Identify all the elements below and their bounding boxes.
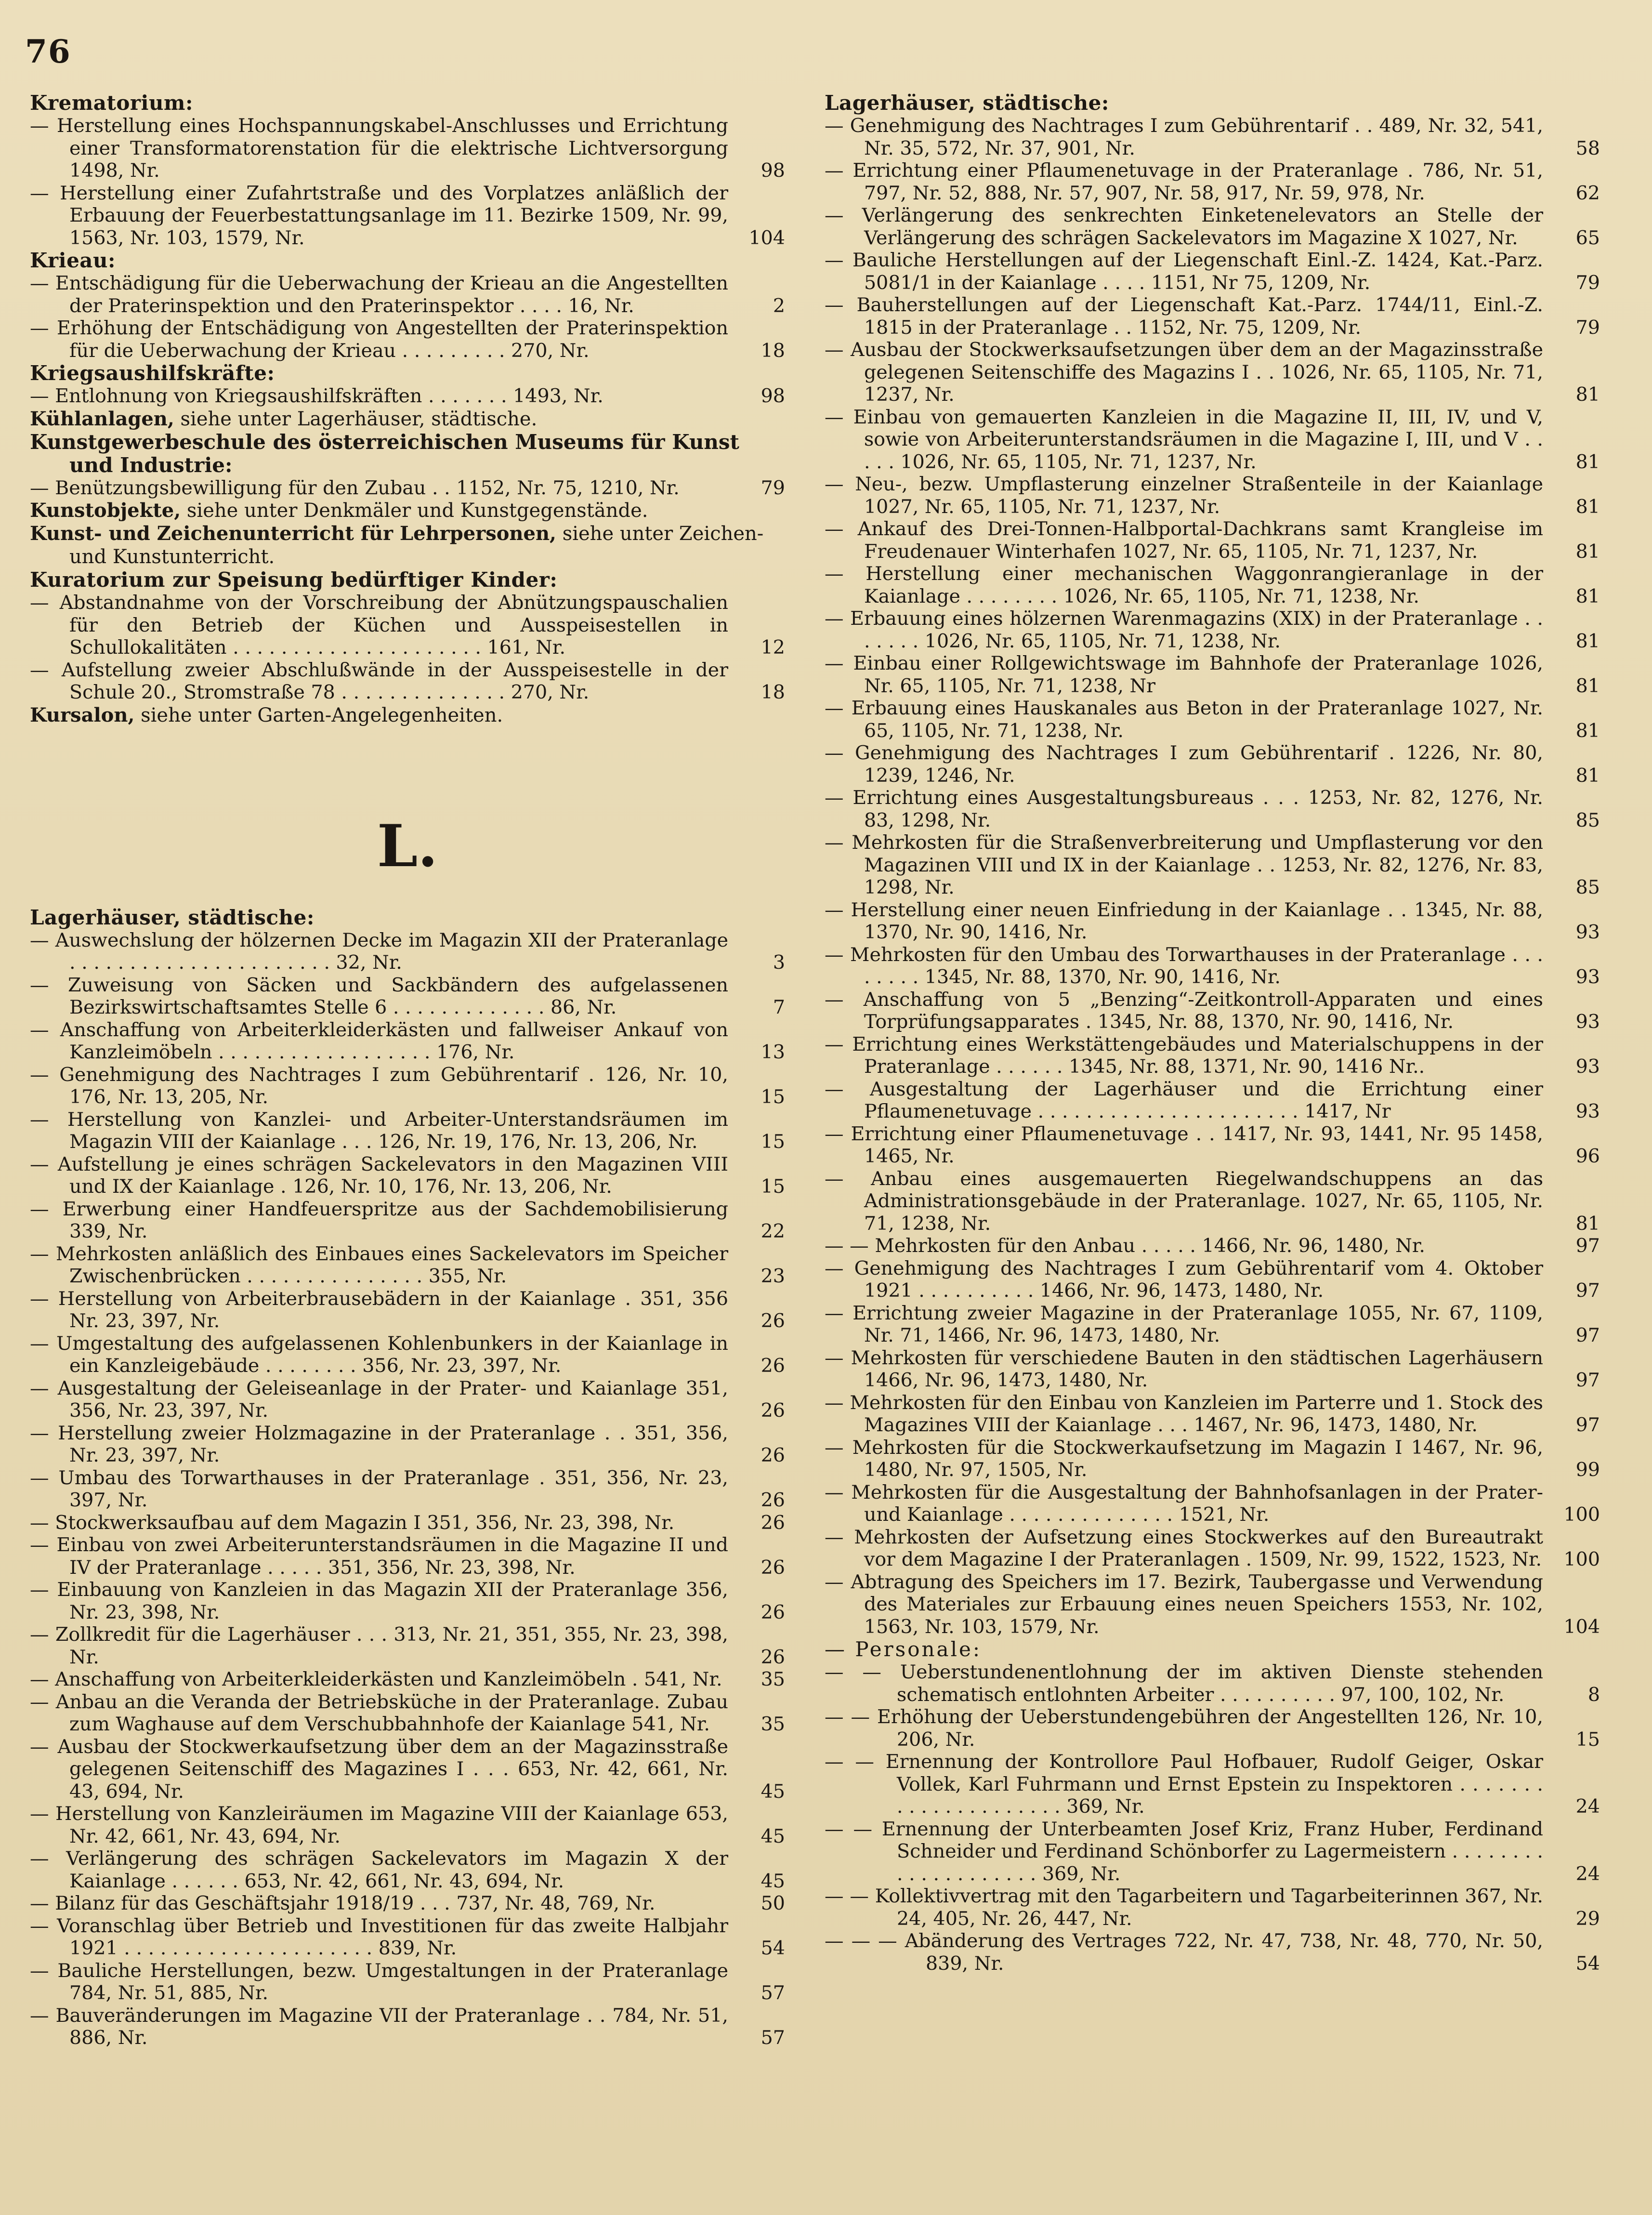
entry-page: 15 (760, 1086, 785, 1108)
entry-text: — Errichtung einer Pflaumenetuvage . . 1417, Nr. 93, 1441, Nr. 95 1458, 1465, Nr. (825, 1122, 1543, 1167)
entry-page: 100 (1563, 1548, 1600, 1570)
entry-page: 15 (1575, 1728, 1600, 1751)
index-entry (30, 1534, 785, 1579)
entry-page: 79 (760, 476, 785, 499)
entry-text: — Herstellung von Kanzleiräumen im Magazine VIII der Kaianlage 653, Nr. 42, 661, Nr. 43, 694, Nr. (30, 1803, 728, 1847)
entry-text: — Erbauung eines Hauskanales aus Beton in der Prateranlage 1027, Nr. 65, 1105, Nr. 71, 1238, Nr. (825, 697, 1543, 742)
index-entry (30, 1064, 785, 1108)
entry-page: 26 (760, 1601, 785, 1623)
entry-text: — Ausgestaltung der Lagerhäuser und die Errichtung einer Pflaumenetuvage . . . . . . . . . . . . . . . . . . . . . . 1417, Nr (825, 1078, 1543, 1122)
entry-page: 81 (1575, 764, 1600, 787)
index-entry (30, 1915, 785, 1960)
xref-term: Kunstobjekte, (30, 499, 181, 522)
index-entry (825, 899, 1600, 944)
index-entry (825, 652, 1600, 697)
index-entry (30, 1892, 785, 1915)
entry-page: 18 (760, 681, 785, 703)
entry-page: 65 (1575, 226, 1600, 249)
entry-page: 26 (760, 1444, 785, 1466)
entry-text: — Ankauf des Drei-Tonnen-Halbportal-Dachkrans samt Krangleise im Freudenauer Winterhafen 1027, Nr. 65, 1105, Nr. 71, 1237, Nr. (825, 518, 1543, 563)
index-entry (30, 317, 785, 362)
entry-page: 93 (1575, 921, 1600, 943)
index-entry (30, 1288, 785, 1332)
entry-page: 50 (760, 1892, 785, 1914)
entry-page: 97 (1575, 1414, 1600, 1436)
entry-page: 81 (1575, 719, 1600, 742)
cross-reference (30, 408, 785, 431)
index-entry (30, 1377, 785, 1422)
index-entry (30, 1579, 785, 1623)
entry-text: — Herstellung eines Hochspannungskabel-Anschlusses und Errichtung einer Transformatorenstation für die elektrische Lichtversorgung 1498, Nr. (30, 115, 728, 182)
entry-page: 85 (1575, 809, 1600, 831)
entry-page: 57 (760, 1982, 785, 2004)
entry-text: — Aufstellung je eines schrägen Sackelevators in den Magazinen VIII und IX der Kaianlage . 126, Nr. 10, 176, Nr. 13, 206, Nr. (30, 1153, 728, 1198)
entry-text: — Mehrkosten für die Ausgestaltung der Bahnhofsanlagen in der Prater- und Kaianlage . . . . . . . . . . . . . . 1521, Nr. (825, 1481, 1543, 1526)
entry-page: 104 (1563, 1615, 1600, 1638)
entry-text: — Umbau des Torwarthauses in der Prateranlage . 351, 356, Nr. 23, 397, Nr. (30, 1466, 728, 1511)
entry-page: 98 (760, 159, 785, 182)
cross-reference (30, 499, 785, 522)
entry-page: 7 (773, 996, 785, 1018)
index-entry (30, 1422, 785, 1467)
index-entry (30, 1512, 785, 1534)
entry-text: — Stockwerksaufbau auf dem Magazin I 351, 356, Nr. 23, 398, Nr. (30, 1511, 675, 1534)
entry-page: 97 (1575, 1235, 1600, 1257)
entry-text: — Errichtung eines Werkstättengebäudes und Materialschuppens in der Prateranlage . . . . . . 1345, Nr. 88, 1371, Nr. 90, 1416 Nr.. (825, 1033, 1543, 1078)
entry-page: 93 (1575, 966, 1600, 988)
index-entry (825, 1257, 1600, 1302)
index-entry (825, 473, 1600, 518)
entry-page: 2 (773, 294, 785, 317)
index-entry (825, 1033, 1600, 1078)
index-entry (825, 1930, 1600, 1975)
entry-text: — Ausgestaltung der Geleiseanlage in der Prater- und Kaianlage 351, 356, Nr. 23, 397, Nr. (30, 1377, 728, 1422)
entry-page: 81 (1575, 1212, 1600, 1235)
entry-text: — Herstellung zweier Holzmagazine in der Prateranlage . . 351, 356, Nr. 23, 397, Nr. (30, 1422, 728, 1466)
entry-page: 81 (1575, 585, 1600, 607)
entry-text: — — Ernennung der Unterbeamten Josef Kriz, Franz Huber, Ferdinand Schneider und Ferdinand Schönborfer zu Lagermeistern . . . . . . . . . . . . . . . . . . . . 369, Nr. (825, 1818, 1543, 1885)
index-entry (30, 592, 785, 659)
cross-reference (30, 704, 785, 727)
entry-text: — Auswechslung der hölzernen Decke im Magazin XII der Prateranlage . . . . . . . . . . . . . . . . . . . . . . 32, Nr. (30, 929, 728, 974)
entry-text: — Voranschlag über Betrieb und Investitionen für das zweite Halbjahr 1921 . . . . . . . . . . . . . . . . . . . . . 839, Nr. (30, 1914, 728, 1959)
heading-lagerhaeuser: Lagerhäuser, städtische: (30, 905, 315, 929)
entry-text: — Herstellung einer Zufahrtstraße und des Vorplatzes anläßlich der Erbauung der Feuerbestattungsanlage im 11. Bezirke 1509, Nr. 99, 1563, Nr. 103, 1579, Nr. (30, 182, 728, 249)
entry-text: — Entschädigung für die Ueberwachung der Krieau an die Angestellten der Praterinspektion und den Praterinspektor . . . . 16, Nr. (30, 272, 728, 317)
entry-page: 79 (1575, 271, 1600, 294)
entry-page: 18 (760, 339, 785, 362)
index-entry (825, 944, 1600, 989)
entry-text: — Einbau einer Rollgewichtswage im Bahnhofe der Prateranlage 1026, Nr. 65, 1105, Nr. 71, 1238, Nr (825, 652, 1543, 697)
entry-text: — Mehrkosten für die Straßenverbreiterung und Umpflasterung vor den Magazinen VIII und IX in der Kaianlage . . 1253, Nr. 82, 1276, Nr. 83, 1298, Nr. (825, 831, 1543, 898)
xref-target: siehe unter Denkmäler und Kunstgegenstände. (186, 500, 648, 522)
entry-text: — Bauveränderungen im Magazine VII der Prateranlage . . 784, Nr. 51, 886, Nr. (30, 2004, 728, 2049)
entry-text: — Mehrkosten für die Stockwerkaufsetzung im Magazin I 1467, Nr. 96, 1480, Nr. 97, 1505, Nr. (825, 1436, 1543, 1481)
index-entry (30, 1960, 785, 2004)
entry-page: 45 (760, 1870, 785, 1892)
entry-page: 93 (1575, 1100, 1600, 1122)
entry-page: 81 (1575, 495, 1600, 518)
index-entry (30, 1668, 785, 1691)
entry-list (30, 929, 785, 2049)
entry-page: 79 (1575, 316, 1600, 339)
index-entry (825, 697, 1600, 742)
index-entry (825, 1706, 1600, 1751)
entry-page: 45 (760, 1780, 785, 1803)
entry-page: 100 (1563, 1503, 1600, 1526)
index-entry (30, 1198, 785, 1243)
right-column (825, 92, 1600, 1975)
index-entry (825, 1818, 1600, 1885)
entry-text: — Erhöhung der Entschädigung von Angestellten der Praterinspektion für die Ueberwachung der Krieau . . . . . . . . . 270, Nr. (30, 317, 728, 362)
entry-page: 26 (760, 1310, 785, 1332)
index-entry (825, 406, 1600, 474)
index-entry (30, 1332, 785, 1377)
cross-reference (30, 522, 785, 568)
entry-text: — Ausbau der Stockwerksaufsetzungen über dem an der Magazinsstraße gelegenen Seitenschiffe des Magazins I . . 1026, Nr. 65, 1105, Nr. 71, 1237, Nr. (825, 339, 1543, 406)
entry-text: — Abstandnahme von der Vorschreibung der Abnützungspauschalien für den Betrieb der Küchen und Ausspeisestellen in Schullokalitäten . . . . . . . . . . . . . . . . . . . . . 161, Nr. (30, 592, 728, 659)
entry-page: 22 (760, 1220, 785, 1242)
index-entry (825, 1302, 1600, 1347)
entry-page: 15 (760, 1131, 785, 1153)
entry-text: — — Erhöhung der Ueberstundengebühren der Angestellten 126, Nr. 10, 206, Nr. (825, 1706, 1543, 1751)
entry-text: — Anschaffung von Arbeiterkleiderkästen und Kanzleimöbeln . 541, Nr. (30, 1668, 722, 1690)
entry-text: — Zollkredit für die Lagerhäuser . . . 313, Nr. 21, 351, 355, Nr. 23, 398, Nr. (30, 1623, 728, 1668)
entry-page: 58 (1575, 137, 1600, 159)
entry-text: — Herstellung einer neuen Einfriedung in der Kaianlage . . 1345, Nr. 88, 1370, Nr. 90, 1416, Nr. (825, 898, 1543, 943)
index-entry (30, 1467, 785, 1512)
entry-text: — Ausbau der Stockwerkaufsetzung über dem an der Magazinsstraße gelegenen Seitenschiff des Magazines I . . . 653, Nr. 42, 661, Nr. 43, 694, Nr. (30, 1735, 728, 1803)
entry-text: — Einbau von gemauerten Kanzleien in die Magazine II, III, IV, und V, sowie von Arbeiterunterstandsräumen in die Magazine I, III, und V . . . . . 1026, Nr. 65, 1105, Nr. 71, 1237, Nr. (825, 406, 1543, 473)
entry-text: — Anbau eines ausgemauerten Riegelwandschuppens an das Administrationsgebäude in der Prateranlage. 1027, Nr. 65, 1105, Nr. 71, 1238, Nr. (825, 1167, 1543, 1235)
entry-page: 99 (1575, 1459, 1600, 1481)
entry-text: — — — Abänderung des Vertrages 722, Nr. 47, 738, Nr. 48, 770, Nr. 50, 839, Nr. (825, 1930, 1543, 1975)
entry-text: — Mehrkosten für den Einbau von Kanzleien im Parterre und 1. Stock des Magazines VIII der Kaianlage . . . 1467, Nr. 96, 1473, 1480, Nr. (825, 1391, 1543, 1436)
index-entry (825, 1661, 1600, 1706)
entry-page: 35 (760, 1668, 785, 1690)
entry-page: 93 (1575, 1011, 1600, 1033)
index-entry (30, 385, 785, 408)
entry-text: — Benützungsbewilligung für den Zubau . . 1152, Nr. 75, 1210, Nr. (30, 476, 680, 499)
entry-page: 8 (1587, 1683, 1600, 1706)
entry-text: — — Ernennung der Kontrollore Paul Hofbauer, Rudolf Geiger, Oskar Vollek, Karl Fuhrmann und Ernst Epstein zu Inspektoren . . . . . . . . . . . . . . . . . . . . . 369, Nr. (825, 1751, 1543, 1818)
entry-text: — Genehmigung des Nachtrages I zum Gebührentarif . . 489, Nr. 32, 541, Nr. 35, 572, Nr. 37, 901, Nr. (825, 115, 1543, 159)
heading-lagerhaeuser-continued: Lagerhäuser, städtische: (825, 91, 1109, 115)
index-entry (30, 1019, 785, 1064)
entry-text: — Bauliche Herstellungen, bezw. Umgestaltungen in der Prateranlage 784, Nr. 51, 885, Nr. (30, 1959, 728, 2004)
entry-page: 12 (760, 636, 785, 659)
entry-page: 81 (1575, 383, 1600, 406)
index-entry (825, 563, 1600, 607)
entry-page: 54 (1575, 1952, 1600, 1975)
entry-text: — Erwerbung einer Handfeuerspritze aus der Sachdemobilisierung 339, Nr. (30, 1198, 728, 1242)
heading-kuratorium: Kuratorium zur Speisung bedürftiger Kinder: (30, 568, 558, 592)
index-entry (30, 1623, 785, 1668)
entry-text: — Anbau an die Veranda der Betriebsküche in der Prateranlage. Zubau zum Waghause auf dem Verschubbahnhofe der Kaianlage 541, Nr. (30, 1690, 728, 1735)
index-entry (30, 1691, 785, 1736)
entry-page: 24 (1575, 1795, 1600, 1818)
index-entry (30, 929, 785, 974)
index-entry (30, 1108, 785, 1153)
entry-page: 26 (760, 1556, 785, 1579)
index-entry (825, 115, 1600, 159)
entry-text: — Einbau von zwei Arbeiterunterstandsräumen in die Magazine II und IV der Prateranlage . . . . . 351, 356, Nr. 23, 398, Nr. (30, 1534, 728, 1579)
entry-text: — Aufstellung zweier Abschlußwände in der Ausspeisestelle in der Schule 20., Stromstraße 78 . . . . . . . . . . . . . . 270, Nr. (30, 659, 728, 703)
subheading-personale: — Personale: (825, 1637, 982, 1661)
index-entry (30, 1847, 785, 1892)
index-entry (825, 1751, 1600, 1818)
entry-text: — Mehrkosten anläßlich des Einbaues eines Sackelevators im Speicher Zwischenbrücken . . . . . . . . . . . . . . . 355, Nr. (30, 1242, 728, 1287)
entry-text: — Entlohnung von Kriegsaushilfskräften . . . . . . . 1493, Nr. (30, 385, 603, 407)
index-entry (30, 1153, 785, 1198)
entry-text: — Erbauung eines hölzernen Warenmagazins (XIX) in der Prateranlage . . . . . . . 1026, Nr. 65, 1105, Nr. 71, 1238, Nr. (825, 607, 1543, 652)
index-entry (825, 339, 1600, 406)
entry-text: — Errichtung eines Ausgestaltungsbureaus . . . 1253, Nr. 82, 1276, Nr. 83, 1298, Nr. (825, 787, 1543, 831)
index-entry (825, 1078, 1600, 1123)
left-column (30, 92, 785, 2049)
entry-page: 13 (760, 1041, 785, 1063)
xref-target: siehe unter Zeichen- und Kunstunterricht. (69, 523, 764, 568)
index-entry (30, 1803, 785, 1847)
entry-text: — Genehmigung des Nachtrages I zum Gebührentarif . 126, Nr. 10, 176, Nr. 13, 205, Nr. (30, 1063, 728, 1108)
entry-page: 81 (1575, 674, 1600, 697)
entry-text: — Bauherstellungen auf der Liegenschaft Kat.-Parz. 1744/11, Einl.-Z. 1815 in der Prateranlage . . 1152, Nr. 75, 1209, Nr. (825, 294, 1543, 339)
entry-text: — Errichtung einer Pflaumenetuvage in der Prateranlage . 786, Nr. 51, 797, Nr. 52, 888, Nr. 57, 907, Nr. 58, 917, Nr. 59, 978, Nr. (825, 159, 1543, 204)
index-entry (825, 831, 1600, 899)
xref-term: Kunst- und Zeichenunterricht für Lehrpersonen, (30, 522, 556, 545)
heading-kriegsaushilfskraefte: Kriegsaushilfskräfte: (30, 361, 275, 385)
index-entry (825, 1526, 1600, 1571)
entry-text: — Bauliche Herstellungen auf der Liegenschaft Einl.-Z. 1424, Kat.-Parz. 5081/1 in der Kaianlage . . . . 1151, Nr 75, 1209, Nr. (825, 249, 1543, 294)
section-letter: L. (377, 812, 438, 880)
entry-text: — Verlängerung des senkrechten Einketenelevators an Stelle der Verlängerung des schrägen Sackelevators im Magazine X 1027, Nr. (825, 204, 1543, 249)
entry-text: — Herstellung von Kanzlei- und Arbeiter-Unterstandsräumen im Magazin VIII der Kaianlage . . . 126, Nr. 19, 176, Nr. 13, 206, Nr. (30, 1108, 728, 1153)
entry-text: — Bilanz für das Geschäftsjahr 1918/19 . . . 737, Nr. 48, 769, Nr. (30, 1892, 656, 1914)
entry-page: 26 (760, 1511, 785, 1534)
entry-page: 81 (1575, 540, 1600, 563)
entry-page: 98 (760, 385, 785, 407)
page-number: 76 (25, 33, 71, 70)
entry-page: 24 (1575, 1862, 1600, 1885)
entry-text: — Verlängerung des schrägen Sackelevators im Magazin X der Kaianlage . . . . . . 653, Nr. 42, 661, Nr. 43, 694, Nr. (30, 1847, 728, 1892)
entry-text: — Neu-, bezw. Umpflasterung einzelner Straßenteile in der Kaianlage 1027, Nr. 65, 1105, Nr. 71, 1237, Nr. (825, 473, 1543, 518)
index-entry (825, 1235, 1600, 1257)
entry-text: — Herstellung einer mechanischen Waggonrangieranlage in der Kaianlage . . . . . . . . 1026, Nr. 65, 1105, Nr. 71, 1238, Nr. (825, 563, 1543, 607)
entry-page: 81 (1575, 630, 1600, 652)
index-entry (825, 1481, 1600, 1526)
index-entry (30, 1736, 785, 1803)
entry-page: 26 (760, 1399, 785, 1422)
entry-page: 93 (1575, 1055, 1600, 1078)
index-entry (825, 1885, 1600, 1930)
entry-page: 45 (760, 1825, 785, 1847)
index-entry (825, 742, 1600, 787)
index-entry (825, 204, 1600, 249)
xref-term: Kühlanlagen, (30, 407, 174, 430)
index-entry (30, 115, 785, 182)
index-entry (825, 787, 1600, 831)
entry-page: 26 (760, 1646, 785, 1668)
xref-term: Kursalon, (30, 703, 135, 726)
entry-page: 81 (1575, 450, 1600, 473)
index-entry (825, 1437, 1600, 1481)
xref-target: siehe unter Garten-Angelegenheiten. (141, 704, 503, 726)
heading-krieau: Krieau: (30, 249, 116, 272)
index-entry (825, 1347, 1600, 1392)
entry-page: 15 (760, 1175, 785, 1198)
entry-text: — Zuweisung von Säcken und Sackbändern des aufgelassenen Bezirkswirtschaftsamtes Stelle 6 . . . . . . . . . . . . . 86, Nr. (30, 974, 728, 1018)
entry-list (825, 115, 1600, 1638)
entry-page: 104 (748, 226, 785, 249)
index-entry (30, 182, 785, 250)
entry-text: — Genehmigung des Nachtrages I zum Gebührentarif . 1226, Nr. 80, 1239, 1246, Nr. (825, 742, 1543, 787)
xref-target: siehe unter Lagerhäuser, städtische. (180, 408, 538, 430)
index-entry (30, 1243, 785, 1288)
entry-text: — Einbauung von Kanzleien in das Magazin XII der Prateranlage 356, Nr. 23, 398, Nr. (30, 1579, 728, 1623)
index-entry (30, 272, 785, 317)
entry-text: — Mehrkosten der Aufsetzung eines Stockwerkes auf den Bureautrakt vor dem Magazine I der Prateranlagen . 1509, Nr. 99, 1522, 1523, Nr. (825, 1526, 1543, 1570)
entry-text: — Abtragung des Speichers im 17. Bezirk, Taubergasse und Verwendung des Materiales zur Erbauung eines neuen Speichers 1553, Nr. 102, 1563, Nr. 103, 1579, Nr. (825, 1570, 1543, 1638)
entry-page: 96 (1575, 1145, 1600, 1167)
entry-page: 97 (1575, 1324, 1600, 1346)
index-entry (825, 1123, 1600, 1168)
entry-list (825, 1661, 1600, 1975)
entry-page: 29 (1575, 1907, 1600, 1930)
index-entry (825, 294, 1600, 339)
entry-page: 26 (760, 1355, 785, 1377)
index-entry (825, 159, 1600, 204)
entry-page: 62 (1575, 182, 1600, 204)
heading-kunstgewerbeschule: Kunstgewerbeschule des österreichischen Museums für Kunst und Industrie: (30, 430, 739, 477)
entry-text: — — Ueberstundenentlohnung der im aktiven Dienste stehenden schematisch entlohnten Arbeiter . . . . . . . . . . 97, 100, 102, Nr. (825, 1661, 1543, 1706)
index-entry (825, 1392, 1600, 1437)
index-entry (30, 659, 785, 704)
entry-page: 26 (760, 1489, 785, 1511)
entry-text: — Genehmigung des Nachtrages I zum Gebührentarif vom 4. Oktober 1921 . . . . . . . . . . 1466, Nr. 96, 1473, 1480, Nr. (825, 1257, 1543, 1302)
index-entry (825, 1168, 1600, 1235)
index-entry (30, 974, 785, 1019)
entry-page: 97 (1575, 1369, 1600, 1391)
entry-text: — Anschaffung von 5 „Benzing“-Zeitkontroll-Apparaten und eines Torprüfungsapparates . 1345, Nr. 88, 1370, Nr. 90, 1416, Nr. (825, 988, 1543, 1033)
index-entry (825, 518, 1600, 563)
entry-text: — — Kollektivvertrag mit den Tagarbeitern und Tagarbeiterinnen 367, Nr. 24, 405, Nr. 26, 447, Nr. (825, 1885, 1543, 1930)
index-entry (825, 607, 1600, 652)
entry-page: 57 (760, 2027, 785, 2049)
entry-page: 97 (1575, 1279, 1600, 1302)
entry-text: — Mehrkosten für verschiedene Bauten in den städtischen Lagerhäusern 1466, Nr. 96, 1473, 1480, Nr. (825, 1346, 1543, 1391)
entry-text: — Umgestaltung des aufgelassenen Kohlenbunkers in der Kaianlage in ein Kanzleigebäude . . . . . . . . 356, Nr. 23, 397, Nr. (30, 1332, 728, 1377)
index-entry (30, 2004, 785, 2049)
entry-text: — Errichtung zweier Magazine in der Prateranlage 1055, Nr. 67, 1109, Nr. 71, 1466, Nr. 96, 1473, 1480, Nr. (825, 1302, 1543, 1346)
entry-text: — — Mehrkosten für den Anbau . . . . . 1466, Nr. 96, 1480, Nr. (825, 1235, 1425, 1257)
index-entry (825, 1571, 1600, 1638)
index-entry (30, 477, 785, 500)
entry-page: 54 (760, 1937, 785, 1959)
entry-text: — Mehrkosten für den Umbau des Torwarthauses in der Prateranlage . . . . . . . . 1345, Nr. 88, 1370, Nr. 90, 1416, Nr. (825, 943, 1543, 988)
entry-page: 35 (760, 1713, 785, 1735)
entry-page: 3 (773, 951, 785, 974)
entry-page: 85 (1575, 876, 1600, 898)
entry-page: 23 (760, 1265, 785, 1287)
heading-krematorium: Krematorium: (30, 91, 193, 115)
entry-text: — Anschaffung von Arbeiterkleiderkästen und fallweiser Ankauf von Kanzleimöbeln . . . . . . . . . . . . . . . . . . 176, Nr. (30, 1018, 728, 1063)
index-entry (825, 249, 1600, 294)
index-entry (825, 989, 1600, 1033)
entry-text: — Herstellung von Arbeiterbrausebädern in der Kaianlage . 351, 356 Nr. 23, 397, Nr. (30, 1287, 728, 1332)
